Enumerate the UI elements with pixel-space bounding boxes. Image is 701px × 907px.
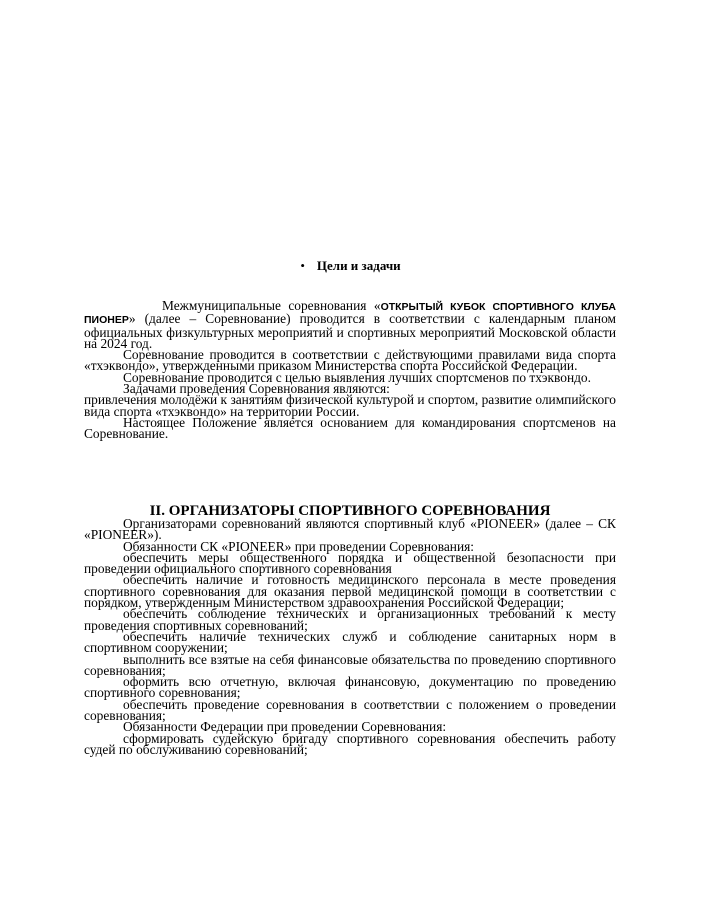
list-item: обеспечить наличие и готовность медицинского персонала в месте проведения спортивного соревнования для оказания первой медицинской помощи в соответствии с порядком, утвержденным Министерством здравоохранения Российской Федерации; [84, 572, 616, 611]
paragraph: Настоящее Положение является основанием для командирования спортсменов на Соревнование. [84, 414, 616, 442]
list-item: оформить всю отчетную, включая финансовую, документацию по проведению спортивного соревнования; [84, 674, 616, 701]
section1-body [84, 300, 616, 440]
section2-body [84, 505, 616, 755]
list-item: обеспечить наличие технических служб и соблюдение санитарных норм в спортивном сооружении; [84, 628, 616, 656]
list-item: обеспечить соблюдение технических и организационных требований к месту проведения спортивных соревнований; [84, 606, 616, 633]
section2-title: II. ОРГАНИЗАТОРЫ СПОРТИВНОГО СОРЕВНОВАНИЯ [149, 503, 551, 519]
section-title: Цели и задачи [316, 258, 401, 273]
intro-paragraph [84, 300, 616, 349]
paragraph: Задачами проведения Соревнования являются: [123, 381, 390, 397]
intro-text-end: » (далее – Соревнование) проводится в соответствии с календарным планом официальных физкультурных мероприятий и спортивных мероприятий Московской области на 2024 год. [84, 311, 616, 351]
paragraph: Организаторами соревнований являются спортивный клуб «PIONEER» (далее – СК «PIONEER»). [84, 516, 616, 543]
paragraph: Соревнование проводится в соответствии с действующими правилами вида спорта «тхэквондо», утвержденными приказом Министерства спорта Российской Федерации. [84, 347, 616, 374]
intro-text-start: Межмуниципальные соревнования « [162, 298, 381, 313]
section-heading-goals [0, 258, 701, 274]
competition-name: ОТКРЫТЫЙ КУБОК СПОРТИВНОГО КЛУБА ПИОНЕР [84, 301, 616, 327]
list-item: обеспечить проведение соревнования в соответствии с положением о проведении соревнования; [84, 696, 616, 724]
list-item: обеспечить меры общественного порядка и общественной безопасности при проведении официального спортивного соревнования [84, 549, 616, 577]
paragraph: Обязанности СК «PIONEER» при проведении Соревнования: [123, 538, 474, 554]
list-item: выполнить все взятые на себя финансовые обязательства по проведению спортивного соревнования; [84, 651, 616, 678]
tasks-paragraph: привлечения молодёжи к занятиям физической культурой и спортом, развитие олимпийского вида спорта «тхэквондо» на территории России. [84, 392, 616, 419]
list-item: сформировать судейскую бригаду спортивного соревнования обеспечить работу судей по обслуживанию соревнований; [84, 730, 616, 757]
bullet-icon: • [300, 258, 305, 273]
paragraph: Соревнование проводится с целью выявления лучших спортсменов по тхэквондо. [123, 369, 591, 385]
paragraph: Обязанности Федерации при проведении Соревнования: [123, 719, 447, 735]
